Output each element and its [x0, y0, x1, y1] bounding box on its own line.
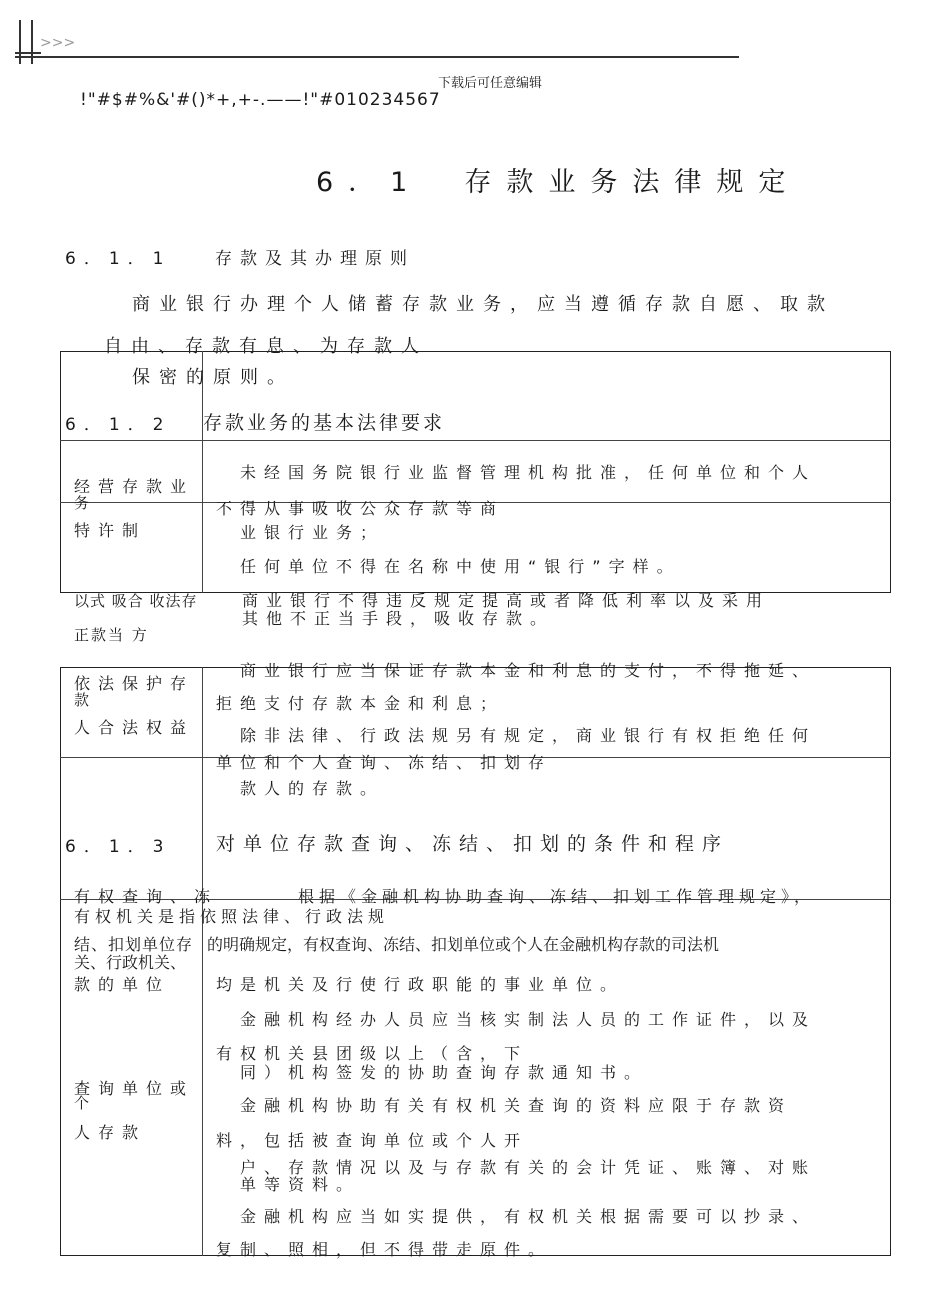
row5-text-line8: 金融机构应当如实提供，有权机关根据需要可以抄录、	[240, 1207, 817, 1226]
row2-label-line1: 以式 吸合 收法存	[74, 592, 198, 610]
row5-text-line9: 复制、照相，但不得带走原件。	[216, 1240, 553, 1259]
section-number-612: 6．1．2	[65, 415, 172, 435]
row3-text-line3: 除非法律、行政法规另有规定，商业银行有权拒绝任何	[240, 726, 817, 745]
row3-text-line1: 商业银行应当保证存款本金和利息的支付，不得拖延、	[240, 661, 817, 680]
row4-text-line2: 有权机关是指依照法律、行政法规	[74, 907, 390, 926]
row3-label-line2: 款	[74, 691, 90, 709]
row1-text-line4: 任何单位不得在名称中使用“银行”字样。	[240, 557, 681, 576]
page-title: 6．1 存款业务法律规定	[316, 167, 801, 198]
row5-text-line5: 料，包括被查询单位或个人开	[216, 1131, 529, 1150]
row4-label-line3: 款的单位	[74, 975, 171, 994]
row1-label-line1: 经营存款业	[74, 477, 195, 496]
row4-label-line2: 结、扣划单位存	[74, 935, 194, 954]
header-tick-line	[15, 52, 41, 54]
row5-text-line3: 同）机构签发的协助查询存款通知书。	[240, 1063, 649, 1082]
row4-label-line1: 有权查询、冻	[74, 887, 219, 906]
row4-text-line5: 均是机关及行使行政职能的事业单位。	[216, 975, 625, 994]
garbled-line: !"#$#%&'#()*+,+-.——!"#010234567	[80, 90, 441, 110]
row2-text-line2: 其他不正当手段，吸收存款。	[242, 609, 555, 628]
row5-label-line2: 个	[74, 1094, 90, 1112]
row5-label-line3: 人存款	[74, 1123, 147, 1142]
row4-text-line3: 的明确规定，有权查询、冻结、扣划单位或个人在金融机构存款的司法机	[207, 935, 720, 954]
row3-label-line1: 依法保护存	[74, 674, 195, 693]
row1-text-line2: 不得从事吸收公众存款等商	[216, 499, 505, 518]
header-nav-marker[interactable]: >>>	[40, 35, 76, 51]
section-heading-611: 存款及其办理原则	[215, 249, 415, 269]
row3-label-line3: 人合法权益	[74, 718, 195, 737]
para-611-line1: 商业银行办理个人储蓄存款业务，应当遵循存款自愿、取款	[132, 294, 834, 315]
section-heading-612: 存款业务的基本法律要求	[203, 412, 446, 434]
section-number-611: 6．1．1	[65, 249, 172, 269]
row2-label-line2: 正款当 方	[74, 626, 149, 644]
row5-text-line2: 有权机关县团级以上（含，下	[216, 1044, 529, 1063]
row5-label-line1: 查询单位或	[74, 1079, 195, 1098]
section-number-613: 6．1．3	[65, 837, 172, 857]
row3-text-line4: 单位和个人查询、冻结、扣划存	[216, 753, 553, 772]
table-612-line-a	[60, 440, 891, 441]
table-613-divider	[202, 667, 203, 1256]
row5-text-line4: 金融机构协助有关有权机关查询的资料应限于存款资	[240, 1096, 793, 1115]
header-rule	[15, 56, 739, 58]
para-611-line2: 自由、存款有息、为存款人	[104, 336, 428, 357]
row5-text-line1: 金融机构经办人员应当核实制法人员的工作证件，以及	[240, 1010, 817, 1029]
row1-label-line2: 务	[74, 494, 90, 512]
para-611-line3: 保密的原则。	[132, 367, 294, 388]
row4-text-line4: 关、行政机关、	[74, 953, 187, 972]
row3-text-line5: 款人的存款。	[240, 779, 385, 798]
row1-label-line3: 特许制	[74, 521, 147, 540]
row1-text-line1: 未经国务院银行业监督管理机构批准，任何单位和个人	[240, 463, 817, 482]
row5-text-line6: 户、存款情况以及与存款有关的会计凭证、账簿、对账	[240, 1158, 817, 1177]
edit-note: 下载后可任意编辑	[438, 76, 543, 91]
row1-text-line3: 业银行业务；	[240, 523, 385, 542]
row3-text-line2: 拒绝支付存款本金和利息；	[216, 694, 505, 713]
row5-text-line7: 单等资料。	[240, 1175, 361, 1194]
row2-text-line1: 商业银行不得违反规定提高或者降低利率以及采用	[242, 591, 771, 610]
row4-text-line1: 根据《金融机构协助查询、冻结、扣划工作管理规定》，	[298, 887, 816, 906]
section-heading-613: 对单位存款查询、冻结、扣划的条件和程序	[216, 833, 730, 855]
